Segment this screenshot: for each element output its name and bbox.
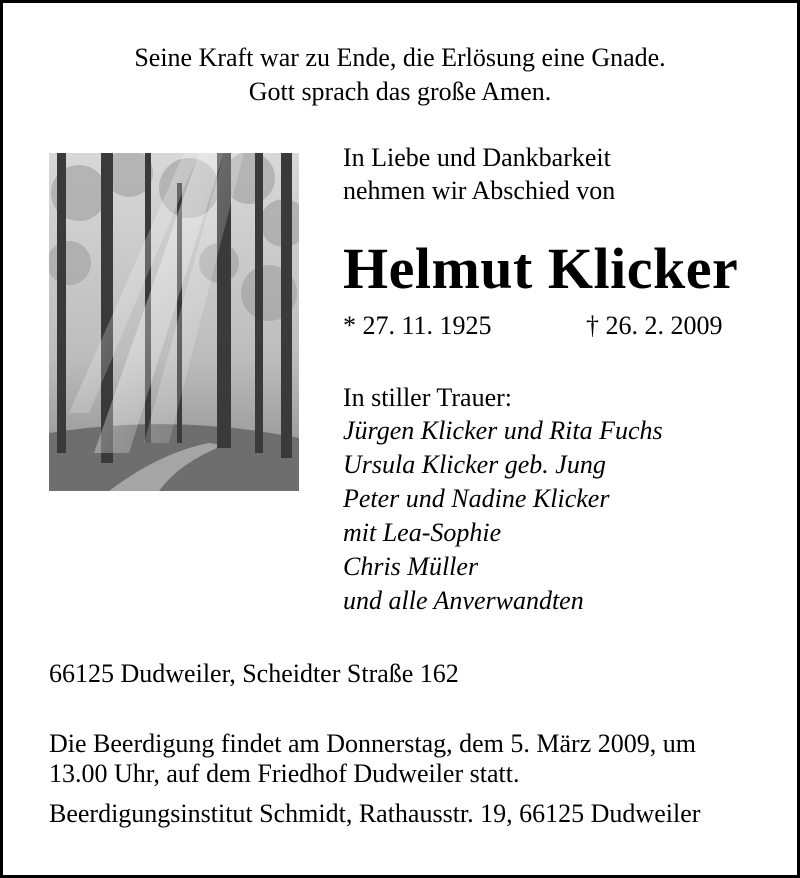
mourner-name: Chris Müller bbox=[343, 552, 479, 581]
mourner-name: Peter und Nadine Klicker bbox=[343, 484, 610, 513]
funeral-info-line-1: Die Beerdigung findet am Donnerstag, dem 5. März 2009, um bbox=[49, 729, 696, 758]
mourner-name: Ursula Klicker geb. Jung bbox=[343, 450, 606, 479]
death-date: † 26. 2. 2009 bbox=[586, 311, 723, 340]
family-address: 66125 Dudweiler, Scheidter Straße 162 bbox=[49, 659, 459, 688]
mourners-heading: In stiller Trauer: bbox=[343, 383, 512, 412]
deceased-name: Helmut Klicker bbox=[343, 236, 739, 301]
mourner-name: mit Lea-Sophie bbox=[343, 518, 502, 547]
mourner-name: Jürgen Klicker und Rita Fuchs bbox=[343, 416, 663, 445]
motto-line-2: Gott sprach das große Amen. bbox=[248, 77, 552, 106]
intro-line-2: nehmen wir Abschied von bbox=[343, 176, 616, 205]
undertaker-info: Beerdigungsinstitut Schmidt, Rathausstr. 19, 66125 Dudweiler bbox=[49, 799, 701, 828]
forest-sunbeams-image bbox=[49, 153, 299, 491]
motto-line-1: Seine Kraft war zu Ende, die Erlösung eine Gnade. bbox=[134, 43, 666, 72]
intro-line-1: In Liebe und Dankbarkeit bbox=[343, 143, 611, 172]
forest-photo bbox=[49, 153, 299, 491]
birth-date: * 27. 11. 1925 bbox=[343, 311, 492, 340]
mourner-name: und alle Anverwandten bbox=[343, 586, 584, 615]
funeral-info-line-2: 13.00 Uhr, auf dem Friedhof Dudweiler statt. bbox=[49, 759, 520, 788]
